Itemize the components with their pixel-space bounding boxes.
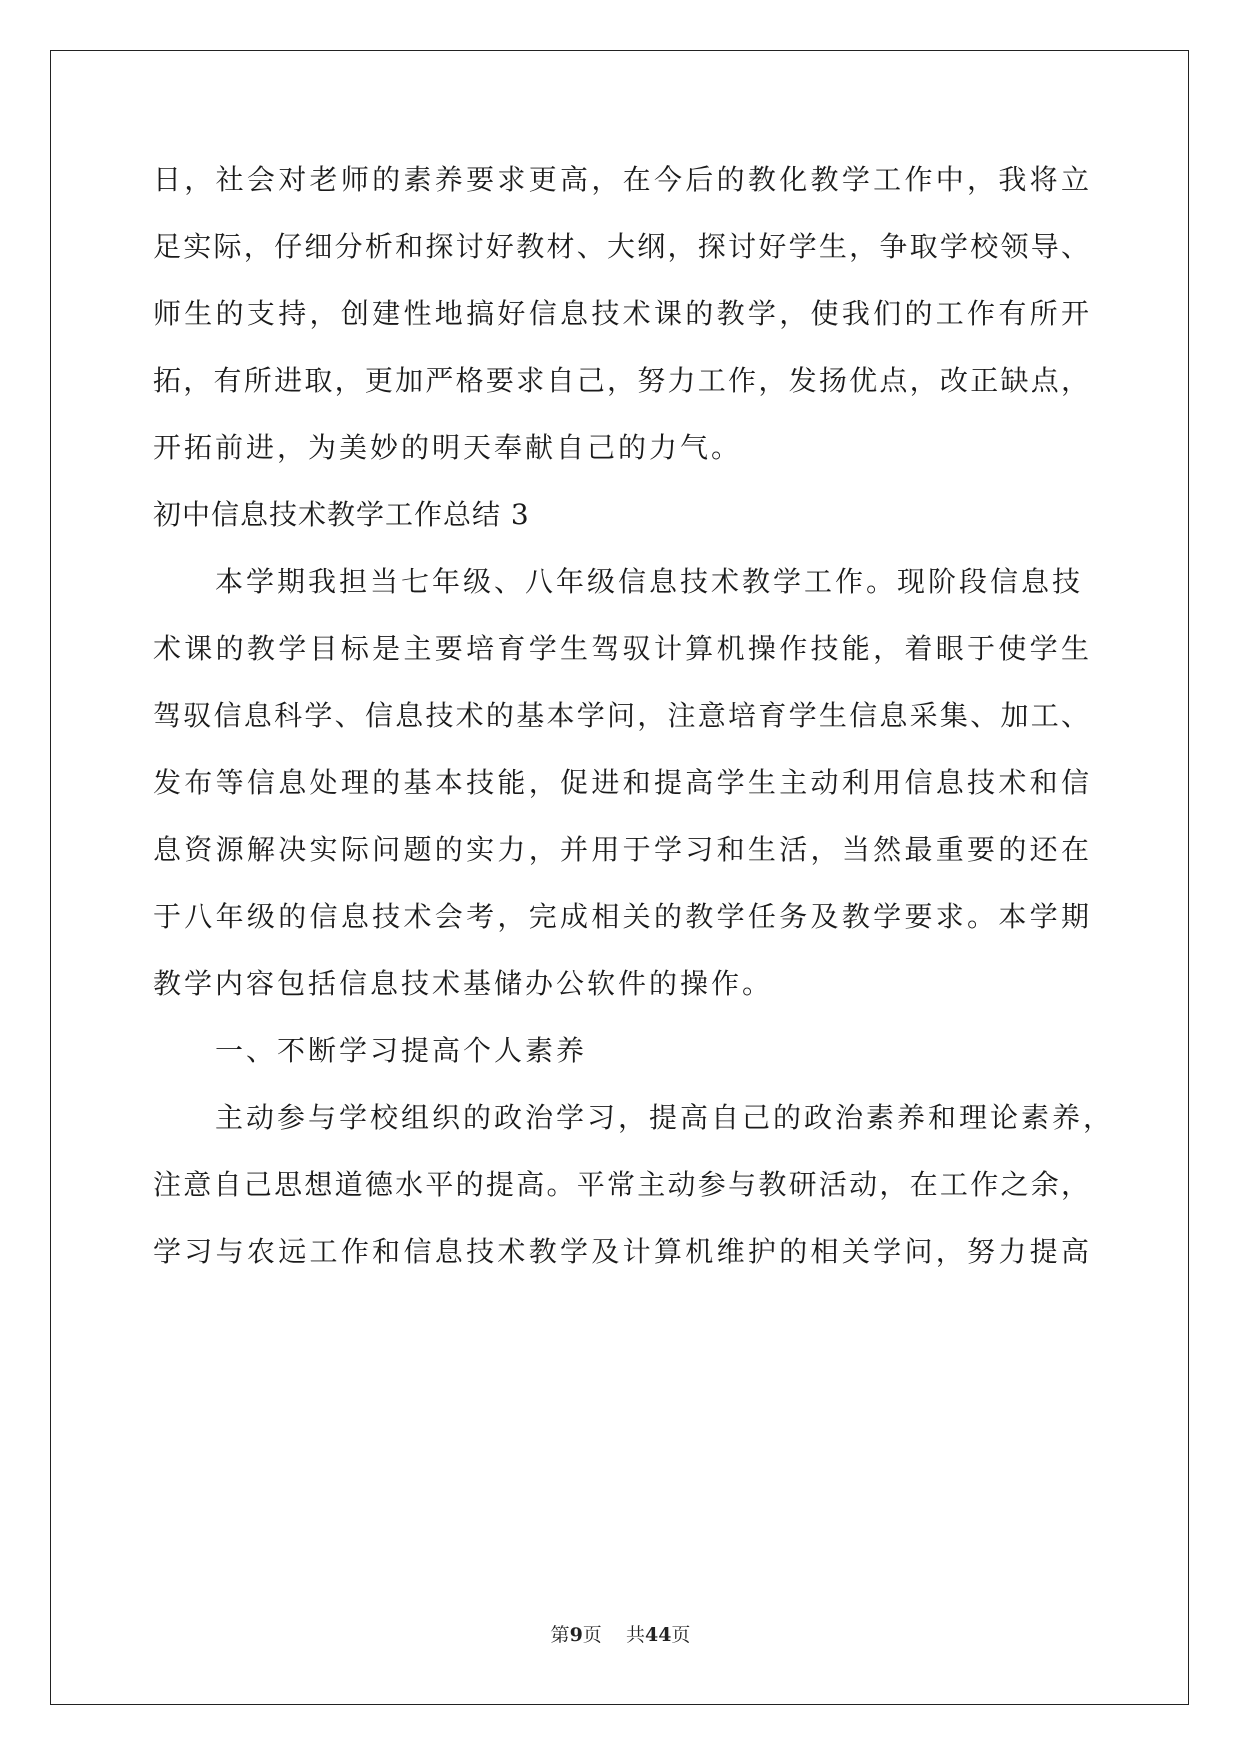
footer-middle: 页 共 [582,1624,645,1646]
paragraph-line: 于八年级的信息技术会考，完成相关的教学任务及教学要求。本学期 [153,900,1089,933]
paragraph-line: 师生的支持，创建性地搞好信息技术课的教学，使我们的工作有所开 [153,297,1089,330]
paragraph-line: 开拓前进，为美妙的明天奉献自己的力气。 [153,431,743,464]
paragraph-line: 拓，有所进取，更加严格要求自己，努力工作，发扬优点，改正缺点， [153,364,1089,397]
paragraph-line: 教学内容包括信息技术基储办公软件的操作。 [153,967,774,1000]
paragraph-line: 学习与农远工作和信息技术教学及计算机维护的相关学问，努力提高 [153,1235,1089,1268]
footer-suffix: 页 [671,1624,691,1646]
current-page-number: 9 [569,1624,583,1646]
paragraph-line: 日，社会对老师的素养要求更高，在今后的教化教学工作中，我将立 [153,163,1089,196]
paragraph-line: 息资源解决实际问题的实力，并用于学习和生活，当然最重要的还在 [153,833,1089,866]
page-footer [0,1620,1241,1647]
paragraph-line: 发布等信息处理的基本技能，促进和提高学生主动利用信息技术和信 [153,766,1089,799]
section-heading: 初中信息技术教学工作总结 3 [153,498,530,531]
paragraph-line: 足实际，仔细分析和探讨好教材、大纲，探讨好学生，争取学校领导、 [153,230,1089,263]
total-pages-number: 44 [644,1624,672,1646]
subsection-heading: 一、不断学习提高个人素养 [215,1034,588,1067]
paragraph-line: 驾驭信息科学、信息技术的基本学问，注意培育学生信息采集、加工、 [153,699,1089,732]
paragraph-line: 注意自己思想道德水平的提高。平常主动参与教研活动，在工作之余， [153,1168,1089,1201]
paragraph-line: 主动参与学校组织的政治学习，提高自己的政治素养和理论素养， [215,1101,1115,1134]
paragraph-line: 本学期我担当七年级、八年级信息技术教学工作。现阶段信息技 [215,565,1084,598]
footer-prefix: 第 [550,1624,570,1646]
paragraph-line: 术课的教学目标是主要培育学生驾驭计算机操作技能，着眼于使学生 [153,632,1089,665]
